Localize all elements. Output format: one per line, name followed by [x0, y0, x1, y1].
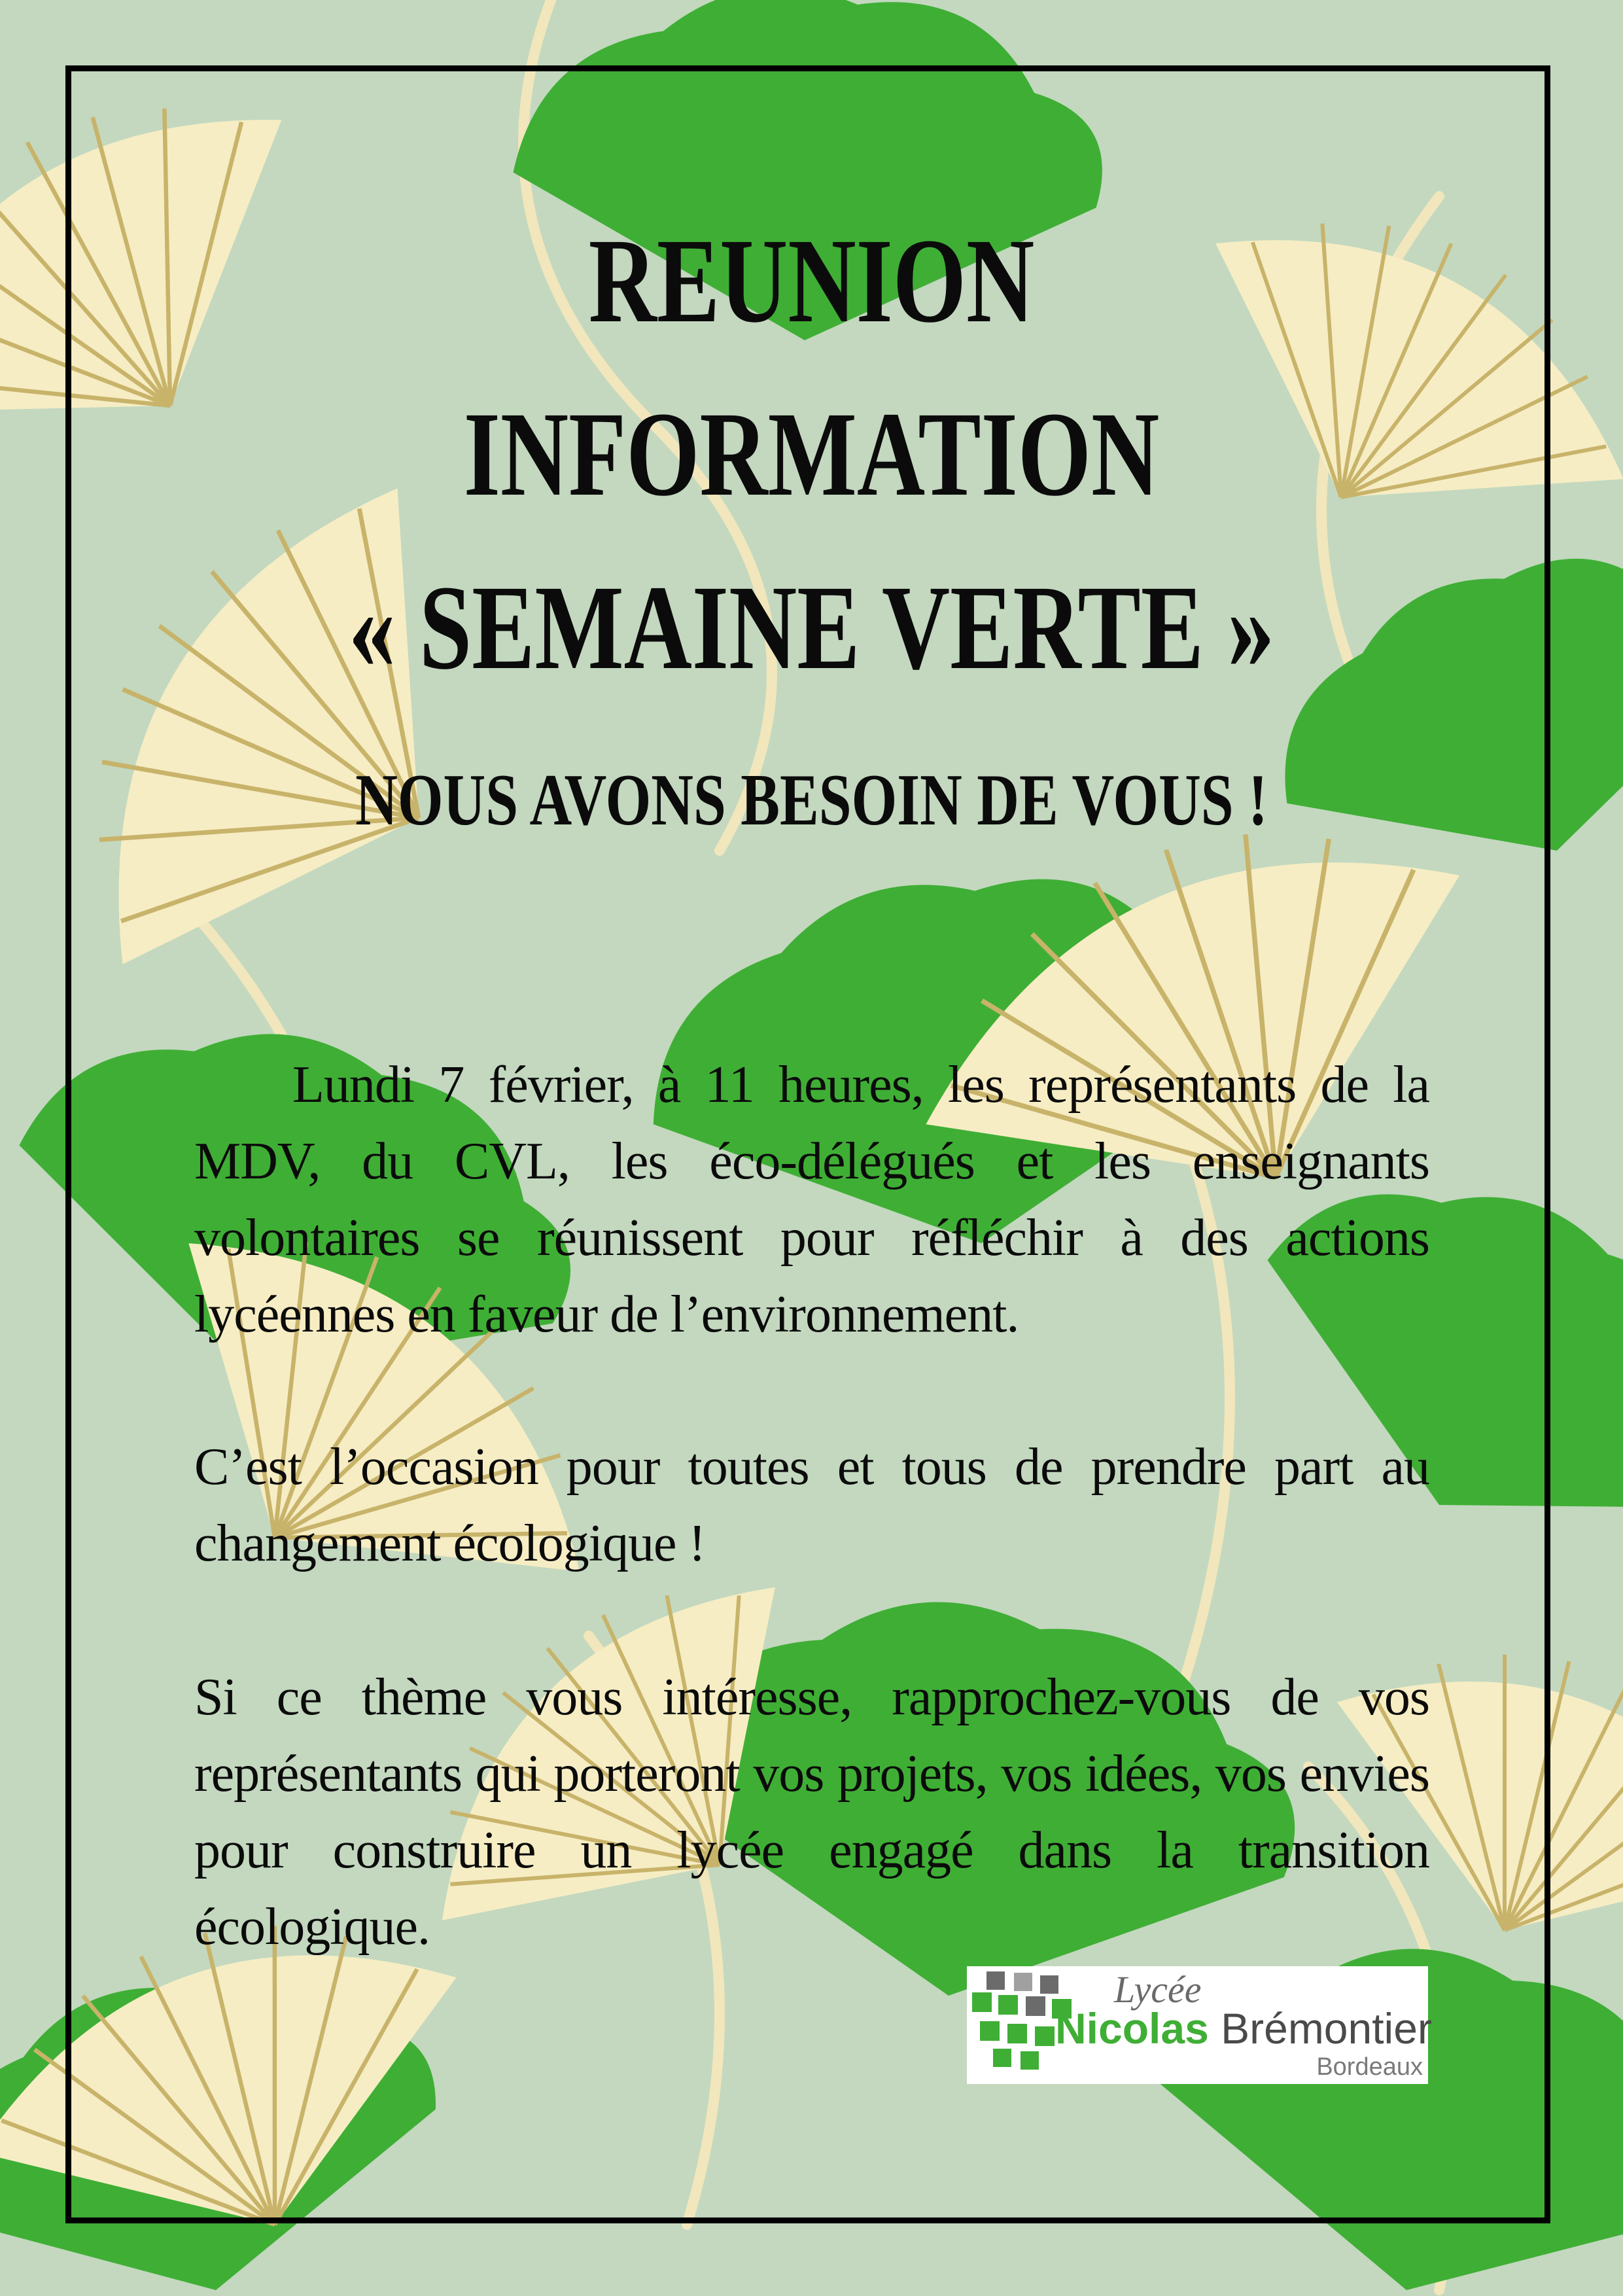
title-line-2: INFORMATION — [463, 387, 1160, 521]
title-line-3: « SEMAINE VERTE » — [348, 561, 1275, 695]
paragraph-occasion: C’est l’occasion pour toutes et tous de prendre part au changement écologique ! — [194, 1438, 1429, 1572]
paragraph-contact: Si ce thème vous intéresse, rapprochez-vous de vos représentants qui porteront vos projets, vos idées, vos envies pour construire un lycée engagé dans la transition écologique. — [194, 1669, 1429, 1956]
logo-name — [1055, 2005, 1432, 2051]
logo-first-name: Nicolas — [1055, 2004, 1209, 2053]
paragraph-meeting: Lundi 7 février, à 11 heures, les représentants de la MDV, du CVL, les éco-délégués et les enseignants volontaires se réunissent pour réfléchir à des actions lycéennes en faveur de l’environnement. — [194, 1056, 1429, 1343]
logo-lycee: Lycée — [1114, 1968, 1202, 2011]
logo-city: Bordeaux — [1316, 2053, 1423, 2081]
subtitle: NOUS AVONS BESOIN DE VOUS ! — [355, 760, 1268, 841]
logo-last-name: Brémontier — [1221, 2004, 1432, 2053]
school-logo — [967, 1966, 1432, 2084]
title-line-1: REUNION — [588, 214, 1035, 348]
